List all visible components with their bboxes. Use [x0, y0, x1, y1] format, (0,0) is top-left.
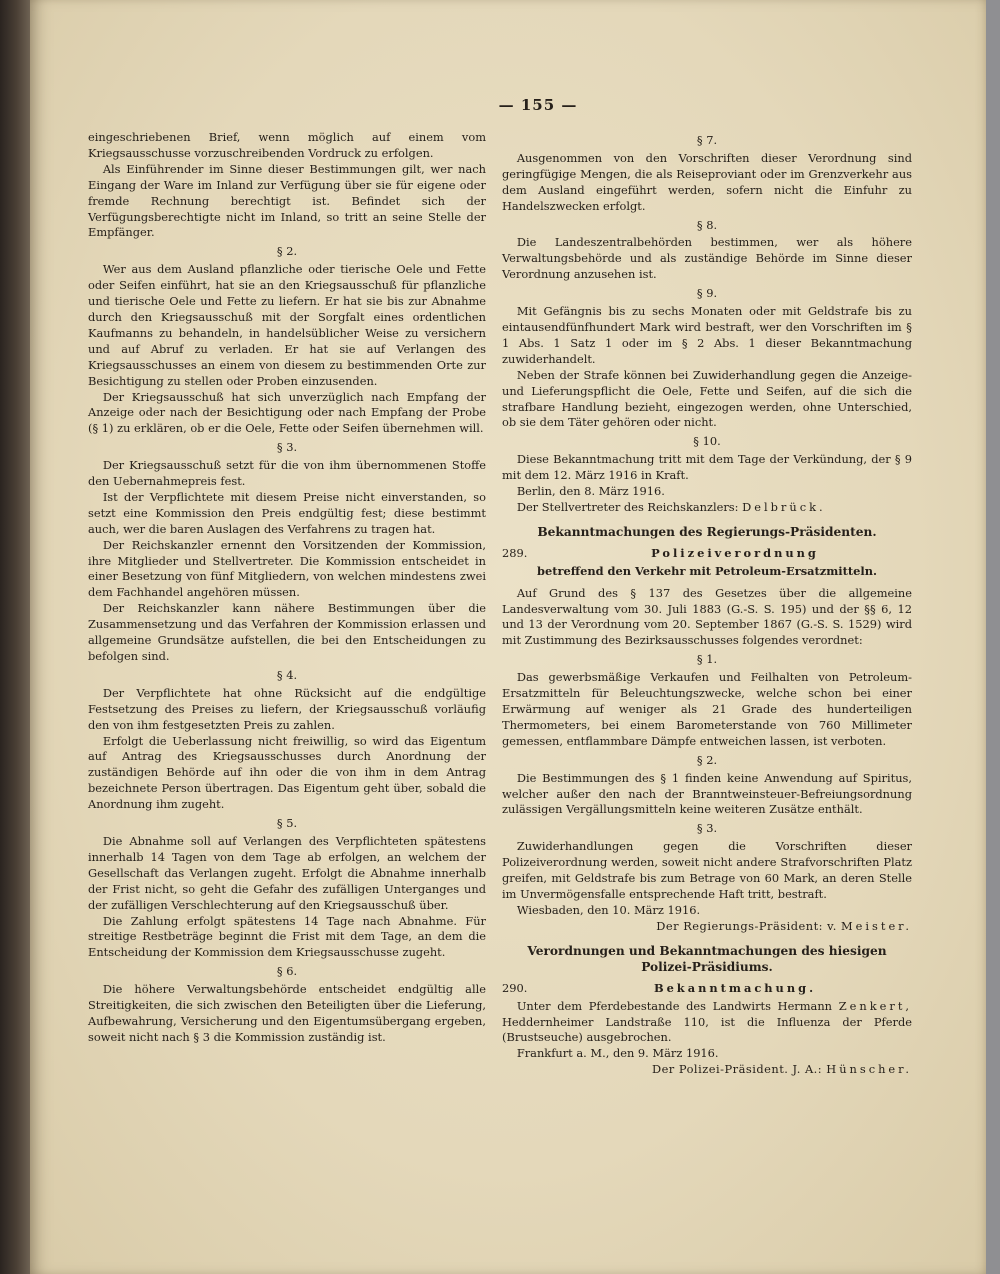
section-title-regierung: Bekanntmachungen des Regierungs-Präsidenten.	[537, 524, 877, 539]
signature-name: Meister.	[840, 918, 912, 933]
section-heading: § 2.	[276, 244, 298, 259]
paragraph: Die Abnahme soll auf Verlangen des Verpflichteten spätestens innerhalb 14 Tagen von dem Tage ab erfolgen, an welchem der Gesellschaft das Verlangen zugeht. Erfolgt die Abnahme innerhalb der Frist nicht, so geht die Gefahr des zufälligen Unterganges und der zufälligen Verschlechterung auf den Kriegsausschuß über.	[88, 833, 486, 912]
paragraph-text: Heddernheimer Landstraße 110, ist die Influenza der Pferde (Brustseuche) ausgebrochen.	[502, 1014, 912, 1045]
paragraph: Ausgenommen von den Vorschriften dieser Verordnung sind geringfügige Mengen, die als Reiseproviant oder im Grenzverkehr aus dem Ausland eingeführt werden, sofern nicht die Einfuhr zu Handelszwecken erfolgt.	[502, 150, 912, 213]
section-heading: § 3.	[696, 821, 718, 836]
section-heading: § 10.	[693, 434, 721, 449]
paragraph: Die höhere Verwaltungsbehörde entscheidet endgültig alle Streitigkeiten, die sich zwischen den Beteiligten über die Lieferung, Aufbewahrung, Versicherung und den Eigentumsübergang ergeben, soweit nicht nach § 3 die Kommission zuständig ist.	[88, 982, 486, 1044]
paragraph: Mit Gefängnis bis zu sechs Monaten oder mit Geldstrafe bis zu eintausendfünfhundert Mark wird bestraft, wer den Vorschriften im § 1 Abs. 1 Satz 1 oder im § 2 Abs. 1 dieser Bekanntmachung zuwiderhandelt.	[502, 304, 912, 366]
section-heading: § 6.	[276, 964, 298, 979]
notice-subtitle: betreffend den Verkehr mit Petroleum-Ersatzmitteln.	[537, 563, 877, 578]
document-page	[30, 0, 986, 1274]
signature-line	[502, 919, 912, 935]
paragraph	[502, 999, 912, 1047]
paragraph: Die Zahlung erfolgt spätestens 14 Tage nach Abnahme. Für streitige Restbeträge beginnt die Frist mit dem Tage, an dem die Entscheidung der Kommission dem Kriegsausschusse zugeht.	[88, 913, 486, 960]
signature-line	[502, 500, 912, 516]
section-title-polizei: Verordnungen und Bekanntmachungen des hiesigen Polizei-Präsidiums.	[527, 943, 887, 974]
paragraph: eingeschriebenen Brief, wenn möglich auf einem vom Kriegsausschusse vorzuschreibenden Vordruck zu erfolgen.	[88, 130, 486, 160]
section-heading: § 7.	[696, 133, 718, 147]
section-heading: § 5.	[276, 816, 298, 831]
signature-prefix: Der Regierungs-Präsident: v.	[656, 918, 837, 933]
paragraph: Der Reichskanzler ernennt den Vorsitzenden der Kommission, ihre Mitglieder und Stellvertreter. Die Kommission entscheidet in einer Besetzung von fünf Mitgliedern, von welchen mindestens zwei dem Fachhandel angehören müssen.	[88, 537, 486, 600]
notice-title: Polizeiverordnung	[651, 545, 819, 560]
paragraph: Der Reichskanzler kann nähere Bestimmungen über die Zusammensetzung und das Verfahren der Kommission erlassen und allgemeine Grundsätze aufstellen, die bei den Entscheidungen zu befolgen sind.	[88, 601, 486, 663]
signature-prefix: Der Polizei-Präsident. J. A.:	[651, 1062, 823, 1077]
notice-title: Bekanntmachung.	[653, 980, 817, 995]
signature-prefix: Der Stellvertreter des Reichskanzlers:	[516, 499, 739, 514]
signature-line	[502, 1062, 912, 1078]
right-column	[502, 130, 912, 1078]
paragraph: Ist der Verpflichtete mit diesem Preise nicht einverstanden, so setzt eine Kommission den Preis endgültig fest; diese bestimmt auch, wer die baren Auslagen des Verfahrens zu tragen hat.	[88, 489, 486, 536]
paragraph: Der Kriegsausschuß hat sich unverzüglich nach Empfang der Anzeige oder nach der Besichtigung oder nach Empfang der Probe (§ 1) zu erklären, ob er die Oele, Fette oder Seifen übernehmen will.	[88, 389, 486, 436]
paragraph: Wer aus dem Ausland pflanzliche oder tierische Oele und Fette oder Seifen einführt, hat sie an den Kriegsausschuß für pflanzliche und tierische Oele und Fette zu liefern. Er hat sie bis zur Abnahme durch den Kriegsausschuß mit der Sorgfalt eines ordentlichen Kaufmanns zu behandeln, in handelsüblicher Weise zu versichern und auf Abruf zu verladen. Er hat sie auf Verlangen des Kriegsausschusses an einem von diesem zu bestimmenden Orte zur Besichtigung zu stellen oder Proben einzusenden.	[88, 262, 486, 388]
paragraph-text: Unter dem Pferdebestande des Landwirts Hermann	[516, 998, 833, 1013]
notice-289-title	[502, 546, 912, 562]
place-date: Berlin, den 8. März 1916.	[516, 484, 665, 499]
paragraph: Das gewerbsmäßige Verkaufen und Feilhalten von Petroleum-Ersatzmitteln für Beleuchtungszwecke, welche schon bei einer Erwärmung auf weniger als 21 Grade des hunderteiligen Thermometers, bei einem Barometerstande von 760 Millimeter gemessen, entflammbare Dämpfe entweichen lassen, ist verboten.	[502, 670, 912, 748]
paragraph: Zuwiderhandlungen gegen die Vorschriften dieser Polizeiverordnung werden, soweit nicht andere Strafvorschriften Platz greifen, mit Geldstrafe bis zum Betrage von 60 Mark, an deren Stelle im Unvermögensfalle entsprechende Haft tritt, bestraft.	[502, 839, 912, 901]
notice-number: 289.	[502, 545, 528, 560]
place-date: Wiesbaden, den 10. März 1916.	[516, 902, 701, 917]
section-heading: § 9.	[696, 286, 718, 301]
paragraph: Als Einführender im Sinne dieser Bestimmungen gilt, wer nach Eingang der Ware im Inland zur Verfügung über sie für eigene oder fremde Rechnung berechtigt ist. Befindet sich der Verfügungsberechtigte nicht im Inland, so tritt an seine Stelle der Empfänger.	[88, 161, 486, 240]
book-binding-edge	[0, 0, 30, 1274]
person-name: Zenkert,	[838, 998, 913, 1013]
section-heading: § 8.	[696, 217, 718, 232]
paragraph: Der Verpflichtete hat ohne Rücksicht auf die endgültige Festsetzung des Preises zu liefern, der Kriegsausschuß vorläufig den von ihm festgesetzten Preis zu zahlen.	[88, 685, 486, 732]
place-date: Frankfurt a. M., den 9. März 1916.	[516, 1046, 719, 1061]
paragraph: Diese Bekanntmachung tritt mit dem Tage der Verkündung, der § 9 mit dem 12. März 1916 in Kraft.	[502, 452, 912, 483]
paragraph: Neben der Strafe können bei Zuwiderhandlung gegen die Anzeige- und Lieferungspflicht die Oele, Fette und Seifen, auf die sich die strafbare Handlung bezieht, eingezogen werden, ohne Unterschied, ob sie dem Täter gehören oder nicht.	[502, 367, 912, 430]
notice-290-title	[502, 981, 912, 997]
page-number: — 155 —	[498, 96, 578, 114]
section-heading: § 4.	[276, 667, 298, 682]
signature-name: Hünscher.	[826, 1062, 912, 1077]
section-heading: § 2.	[696, 752, 718, 767]
notice-number: 290.	[502, 980, 528, 995]
signature-name: Delbrück.	[742, 499, 826, 514]
paragraph: Erfolgt die Ueberlassung nicht freiwillig, so wird das Eigentum auf Antrag des Kriegsausschusses durch Anordnung der zuständigen Behörde auf ihn oder die von ihm in dem Antrag bezeichnete Person übertragen. Das Eigentum geht über, sobald die Anordnung ihm zugeht.	[88, 733, 486, 812]
paragraph: Die Landeszentralbehörden bestimmen, wer als höhere Verwaltungsbehörde und als zuständige Behörde im Sinne dieser Verordnung anzusehen ist.	[502, 235, 912, 282]
section-heading: § 3.	[276, 440, 298, 455]
paragraph: Der Kriegsausschuß setzt für die von ihm übernommenen Stoffe den Uebernahmepreis fest.	[88, 458, 486, 489]
left-column	[88, 130, 486, 1046]
paragraph: Die Bestimmungen des § 1 finden keine Anwendung auf Spiritus, welcher außer den nach der Branntweinsteuer-Befreiungsordnung zulässigen Vergällungsmitteln keine weiteren Zusätze enthält.	[502, 770, 912, 817]
section-heading: § 1.	[696, 652, 718, 667]
paragraph: Auf Grund des § 137 des Gesetzes über die allgemeine Landesverwaltung vom 30. Juli 1883 (G.-S. S. 195) und der §§ 6, 12 und 13 der Verordnung vom 20. September 1867 (G.-S. S. 1529) wird mit Zustimmung des Bezirksausschusses folgendes verordnet:	[502, 585, 912, 648]
